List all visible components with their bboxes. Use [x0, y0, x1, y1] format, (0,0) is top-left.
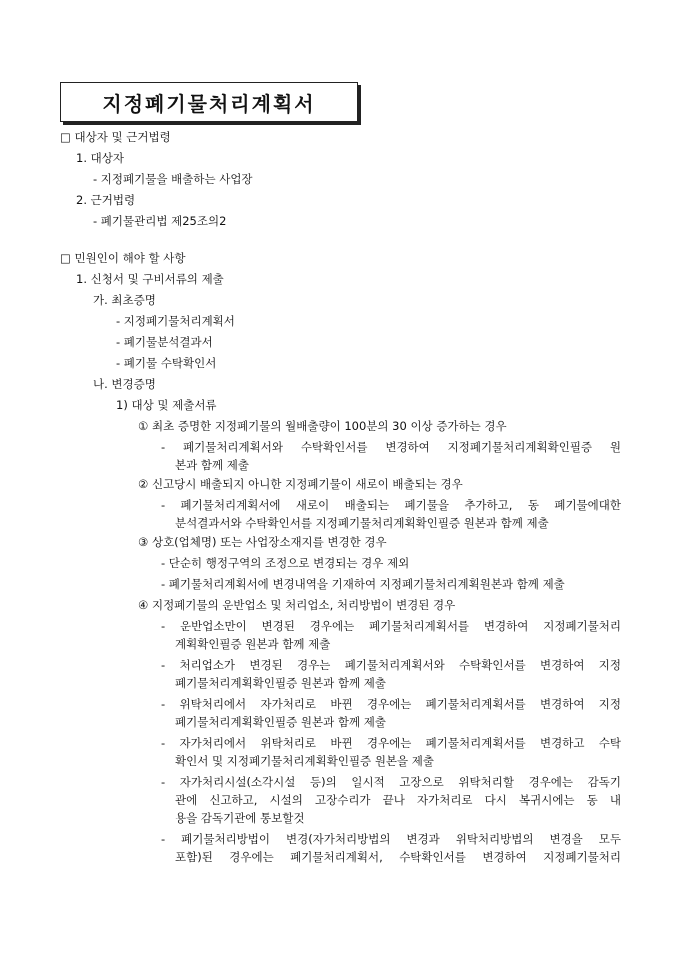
subitem-heading: 나. 변경증명: [93, 377, 156, 391]
case-detail: 폐기물처리계획확인필증 원본과 함께 제출: [175, 715, 386, 729]
case-detail: 본과 함께 제출: [175, 458, 249, 472]
case-detail: 확인서 및 지정폐기물처리계획확인필증 원본을 제출: [175, 754, 435, 768]
case-detail: 분석결과서와 수탁확인서를 지정폐기물처리계획확인필증 원본과 함께 제출: [175, 516, 549, 530]
case-heading: ③ 상호(업체명) 또는 사업장소재지를 변경한 경우: [138, 535, 387, 549]
case-detail: - 폐기물처리계획서와 수탁확인서를 변경하여 지정폐기물처리계획확인필증 원: [161, 440, 621, 454]
case-detail: - 운반업소만이 변경된 경우에는 폐기물처리계획서를 변경하여 지정폐기물처리: [161, 619, 621, 633]
list-item: - 폐기물분석결과서: [116, 335, 213, 349]
item-heading: 1. 신청서 및 구비서류의 제출: [76, 272, 224, 286]
item-heading: 1. 대상자: [76, 151, 124, 165]
case-detail: - 자가처리시설(소각시설 등)의 일시적 고장으로 위탁처리할 경우에는 감독기: [161, 775, 621, 789]
case-heading: ① 최초 증명한 지정폐기물의 월배출량이 100분의 30 이상 증가하는 경우: [138, 419, 507, 433]
case-detail: - 자가처리에서 위탁처리로 바뀐 경우에는 폐기물처리계획서를 변경하고 수탁: [161, 736, 621, 750]
list-item: - 지정폐기물처리계획서: [116, 314, 235, 328]
case-detail: 폐기물처리계획확인필증 원본과 함께 제출: [175, 676, 386, 690]
case-detail: - 폐기물처리방법이 변경(자가처리방법의 변경과 위탁처리방법의 변경을 모두: [161, 832, 621, 846]
list-item: - 폐기물 수탁확인서: [116, 356, 217, 370]
section-heading: □ 대상자 및 근거법령: [60, 130, 171, 144]
subitem-heading: 가. 최초증명: [93, 293, 156, 307]
case-detail: - 위탁처리에서 자가처리로 바뀐 경우에는 폐기물처리계획서를 변경하여 지정: [161, 697, 621, 711]
case-detail: - 폐기물처리계획서에 변경내역을 기재하여 지정폐기물처리계획원본과 함께 제출: [161, 577, 565, 591]
list-item: - 폐기물관리법 제25조의2: [93, 214, 227, 228]
subitem-heading: 1) 대상 및 제출서류: [116, 398, 217, 412]
case-detail: - 단순히 행정구역의 조정으로 변경되는 경우 제외: [161, 556, 410, 570]
case-detail: - 폐기물처리계획서에 새로이 배출되는 폐기물을 추가하고, 동 폐기물에대한: [161, 498, 621, 512]
case-detail: 포함)된 경우에는 폐기물처리계획서, 수탁확인서를 변경하여 지정폐기물처리: [175, 850, 621, 864]
case-heading: ② 신고당시 배출되지 아니한 지정폐기물이 새로이 배출되는 경우: [138, 477, 463, 491]
section-heading: □ 민원인이 해야 할 사항: [60, 251, 186, 265]
case-detail: - 처리업소가 변경된 경우는 폐기물처리계획서와 수탁확인서를 변경하여 지정: [161, 658, 621, 672]
case-detail: 관에 신고하고, 시설의 고장수리가 끝나 자가처리로 다시 복귀시에는 동 내: [175, 793, 621, 807]
case-detail: 용을 감독기관에 통보할것: [175, 811, 305, 825]
document-title: 지정폐기물처리계획서: [60, 82, 358, 122]
list-item: - 지정폐기물을 배출하는 사업장: [93, 172, 253, 186]
item-heading: 2. 근거법령: [76, 193, 136, 207]
case-detail: 계획확인필증 원본과 함께 제출: [175, 637, 331, 651]
case-heading: ④ 지정폐기물의 운반업소 및 처리업소, 처리방법이 변경된 경우: [138, 598, 456, 612]
